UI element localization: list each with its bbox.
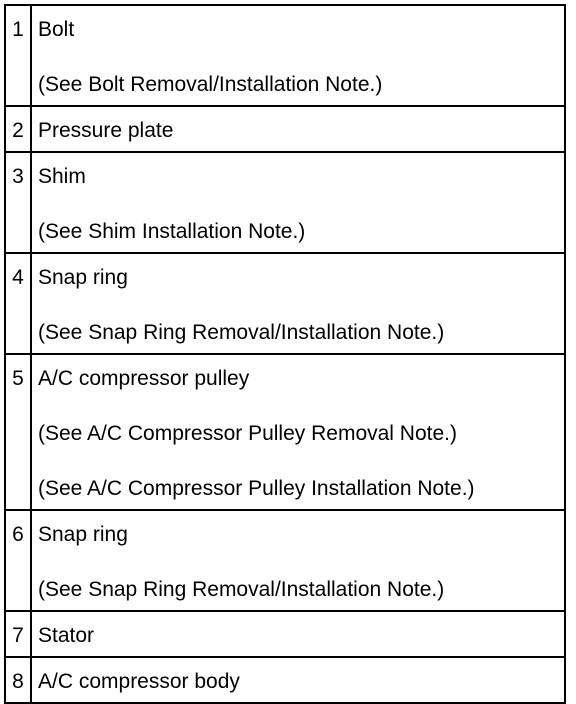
part-note: (See Snap Ring Removal/Installation Note.)	[38, 578, 445, 601]
part-name: Snap ring	[38, 266, 128, 289]
part-name: A/C compressor body	[38, 670, 240, 693]
part-number: 8	[5, 657, 31, 703]
part-number: 4	[5, 253, 31, 354]
part-description	[31, 106, 565, 152]
part-name: Snap ring	[38, 523, 128, 546]
part-name: Bolt	[38, 18, 75, 41]
part-description	[31, 657, 565, 703]
table-row	[5, 5, 565, 106]
part-name: Shim	[38, 165, 86, 188]
part-number: 5	[5, 354, 31, 510]
table-row	[5, 253, 565, 354]
table-row	[5, 106, 565, 152]
part-number: 7	[5, 611, 31, 657]
part-number: 2	[5, 106, 31, 152]
part-description	[31, 152, 565, 253]
table-row	[5, 354, 565, 510]
table-row	[5, 611, 565, 657]
table-row	[5, 657, 565, 703]
part-note: (See A/C Compressor Pulley Removal Note.)	[38, 422, 457, 445]
part-note: (See Bolt Removal/Installation Note.)	[38, 73, 383, 96]
table-row	[5, 152, 565, 253]
part-name: A/C compressor pulley	[38, 367, 250, 390]
part-name: Pressure plate	[38, 119, 174, 142]
part-number: 6	[5, 510, 31, 611]
part-description	[31, 253, 565, 354]
part-note: (See Shim Installation Note.)	[38, 220, 306, 243]
part-description	[31, 510, 565, 611]
part-description	[31, 5, 565, 106]
part-number: 1	[5, 5, 31, 106]
table-row	[5, 510, 565, 611]
part-name: Stator	[38, 624, 95, 647]
parts-table	[4, 4, 566, 704]
part-note: (See A/C Compressor Pulley Installation Note.)	[38, 477, 475, 500]
part-description	[31, 354, 565, 510]
part-note: (See Snap Ring Removal/Installation Note.)	[38, 321, 445, 344]
part-number: 3	[5, 152, 31, 253]
part-description	[31, 611, 565, 657]
